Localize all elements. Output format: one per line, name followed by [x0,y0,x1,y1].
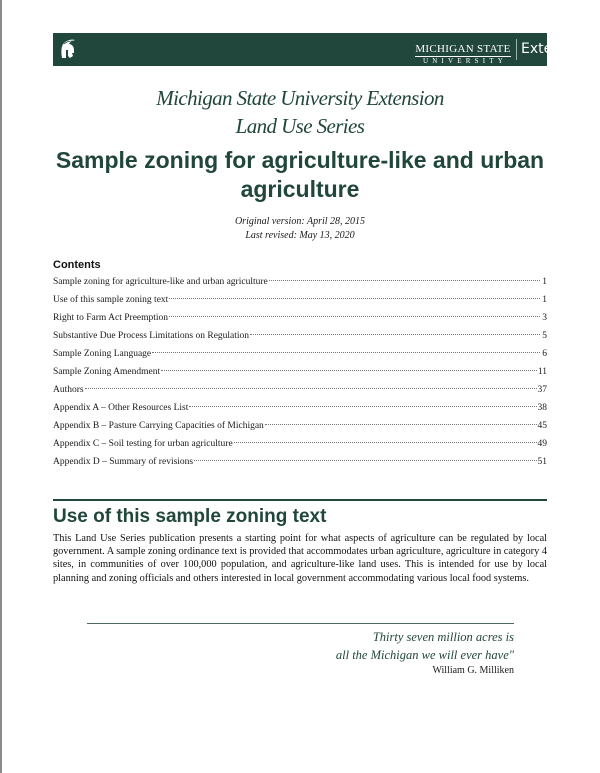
toc-leader-dots [152,352,540,353]
toc-entry-page: 6 [542,349,547,359]
toc-leader-dots [169,298,540,299]
wordmark-divider [516,39,517,60]
toc-entry[interactable] [53,381,547,399]
toc-entry-label: Appendix B – Pasture Carrying Capacities of Michigan [53,421,264,431]
table-of-contents [53,273,547,471]
toc-leader-dots [234,442,537,443]
original-version-date: Original version: April 28, 2015 [234,216,366,227]
spartan-helmet-icon [59,38,77,60]
toc-entry-label: Right to Farm Act Preemption [53,313,169,323]
toc-entry[interactable] [53,345,547,363]
toc-entry[interactable] [53,399,547,417]
series-title-line2: Land Use Series [235,114,365,138]
toc-entry-page: 51 [537,457,547,467]
section-body-text: This Land Use Series publication presents a starting point for what aspects of agriculture can be regulated by local government. A sample zoning ordinance text is provided that accommodates urban agriculture, agriculture in category 4 sites, in communities of over 100,000 population, and agriculture-like land uses. This is intended for use by local planning and zoning officials and others interested in local government accommodating various local food systems. [53,533,547,584]
toc-leader-dots [194,460,536,461]
toc-leader-dots [269,280,540,281]
quote-line-1: Thirty seven million acres is [372,630,514,644]
contents-heading: Contents [53,259,101,271]
quote-author: William G. Milliken [432,665,514,676]
toc-entry-label: Appendix A – Other Resources List [53,403,189,413]
msu-wordmark-top: MICHIGAN STATE [415,43,511,55]
toc-entry-page: 11 [537,367,547,377]
toc-entry[interactable] [53,453,547,471]
toc-entry-label: Use of this sample zoning text [53,295,169,305]
toc-entry-label: Appendix D – Summary of revisions [53,457,194,467]
quote-divider [87,623,514,624]
toc-entry[interactable] [53,363,547,381]
toc-entry-label: Substantive Due Process Limitations on Regulation [53,331,250,341]
document-title: Sample zoning for agriculture-like and urban agriculture [55,147,545,202]
section-heading: Use of this sample zoning text [53,506,327,527]
toc-entry-page: 45 [537,421,547,431]
toc-entry[interactable] [53,435,547,453]
document-dates [0,215,600,243]
extension-label: Extension [521,41,590,57]
toc-entry-label: Sample Zoning Language [53,349,152,359]
toc-entry-label: Authors [53,385,84,395]
toc-entry-page: 1 [542,277,547,287]
toc-entry-label: Sample zoning for agriculture-like and urban agriculture [53,277,268,287]
toc-leader-dots [169,316,540,317]
toc-entry[interactable] [53,309,547,327]
last-revised-date: Last revised: May 13, 2020 [245,230,355,241]
toc-leader-dots [85,388,537,389]
toc-entry-label: Sample Zoning Amendment [53,367,161,377]
toc-entry-page: 5 [542,331,547,341]
toc-leader-dots [265,424,537,425]
toc-entry-page: 37 [537,385,547,395]
msu-extension-header [53,33,590,66]
toc-entry-label: Appendix C – Soil testing for urban agriculture [53,439,233,449]
toc-leader-dots [189,406,536,407]
toc-entry-page: 3 [542,313,547,323]
toc-entry[interactable] [53,327,547,345]
toc-entry[interactable] [53,291,547,309]
toc-leader-dots [250,334,540,335]
toc-leader-dots [161,370,537,371]
toc-entry-page: 38 [537,403,547,413]
toc-entry[interactable] [53,417,547,435]
pull-quote [336,628,514,664]
msu-wordmark [413,39,513,66]
toc-entry[interactable] [53,273,547,291]
series-title-line1: Michigan State University Extension [156,86,444,110]
msu-wordmark-bottom: UNIVERSITY [423,57,507,65]
quote-line-2: all the Michigan we will ever have" [335,648,514,662]
toc-entry-page: 49 [537,439,547,449]
section-divider [53,499,547,501]
toc-entry-page: 1 [542,295,547,305]
